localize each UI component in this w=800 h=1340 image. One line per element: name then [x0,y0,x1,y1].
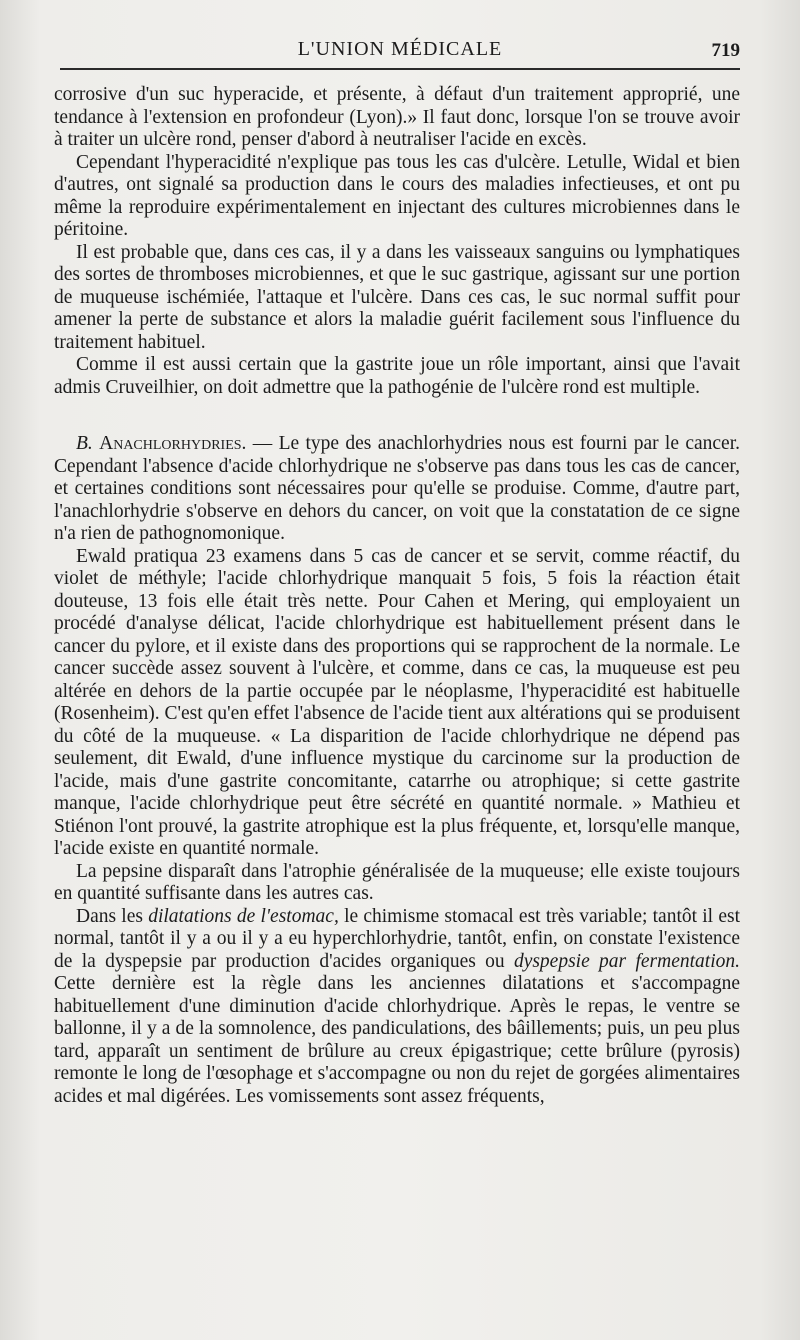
paragraph-dilatations [54,906,740,1109]
running-header [60,36,740,66]
term-dyspepsie: dyspepsie par fermentation. [513,950,740,972]
paragraph-3: Il est probable que, dans ces cas, il y a dans les vaisseaux sanguins ou lymphatiques des sortes de thromboses microbiennes, et que le suc gastrique, agissant sur une portion de muqueuse ischémiée, l'attaque et l'ulcère. Dans ces cas, le suc normal suffit pour amener la perte de substance et alors la maladie guérit facilement sous l'influence du traitement habituel. [54,241,740,353]
paragraph-2: Cependant l'hyperacidité n'explique pas tous les cas d'ulcère. Letulle, Widal et bien d'autres, ont signalé sa production dans le cours des maladies infectieuses, et ont pu même la reproduire expérimentalement en injectant des cultures microbiennes dans le péritoine. [54,151,740,240]
section-b-paragraph [54,433,740,546]
section-b-text: — Le type des anachlorhydries nous est fourni par le cancer. Cependant l'absence d'acide chlorhydrique ne s'observe pas dans tous les cas de cancer, et certaines conditions sont nécessaires pour qu'elle se produise. Comme, d'autre part, l'anachlorhydrie s'observe en dehors du cancer, on voit que la constatation de ce signe n'a rien de pathognomonique. [54,433,740,544]
header-rule [60,68,740,70]
paragraph-1: corrosive d'un suc hyperacide, et présente, à défaut d'un traitement approprié, une tendance à l'extension en profondeur (Lyon).» Il faut donc, lorsque l'on se trouve avoir à traiter un ulcère rond, penser d'abord à neutraliser l'acide en excès. [54,84,740,150]
journal-title: L'UNION MÉDICALE [297,38,503,60]
section-label: B. [76,433,93,454]
paragraph-ewald: Ewald pratiqua 23 examens dans 5 cas de cancer et se servit, comme réactif, du violet de méthyle; l'acide chlorhydrique manquait 5 fois, 5 fois la réaction était douteuse, 13 fois elle était très nette. Pour Cahen et Mering, qui employaient un procédé d'analyse délicat, l'acide chlorhydrique est habituellement présent dans le cancer du pylore, et il existe dans des proportions qui se rapprochent de la normale. Le cancer succède assez souvent à l'ulcère, et comme, dans ce cas, la muqueuse est peu altérée en dehors de la partie occupée par le néoplasme, l'hyperacidité est habituelle (Rosenheim). C'est qu'en effet l'absence de l'acide tient aux altérations qui se produisent du côté de la muqueuse. « La disparition de l'acide chlorhydrique ne dépend pas seulement, dit Ewald, d'une influence mystique du carcinome sur la production de l'acide, mais d'une gastrite concomitante, catarrhe ou atrophique; si cette gastrite manque, l'acide chlorhydrique peut être sécrété en quantité normale. » Mathieu et Stiénon l'ont prouvé, la gastrite atrophique est la plus fréquente, et, lorsqu'elle manque, l'acide existe en quantité normale. [54,545,740,859]
last-part-3: Cette dernière est la règle dans les anciennes dilatations et s'accompagne habituellement d'une diminution d'acide chlorhydrique. Après le repas, le ventre se ballonne, il y a de la somnolence, des pandiculations, des bâillements; puis, un peu plus tard, apparaît un sentiment de brûlure au creux épigastrique; cette brûlure (pyrosis) remonte le long de l'œsophage et s'accompagne ou non du rejet de gorgées alimentaires acides et mal digérées. Les vomissements sont assez fréquents, [54,973,740,1107]
last-part-2: le chimisme stomacal est très variable; tantôt il est normal, tantôt il y a ou il y a eu hyperchlorhydrie, tantôt, enfin, on constate l'existence de la dyspepsie par production d'acides organiques ou [54,905,740,972]
section-heading: Anachlorhydries. [99,433,247,454]
last-part-1: Dans les [76,905,149,927]
term-dilatations: dilatations de l'estomac, [148,905,339,927]
page-number: 719 [711,40,740,61]
paragraph-pepsine: La pepsine disparaît dans l'atrophie généralisée de la muqueuse; elle existe toujours en quantité suffisante dans les autres cas. [54,860,740,904]
paragraph-4: Comme il est aussi certain que la gastrite joue un rôle important, ainsi que l'avait admis Cruveilhier, on doit admettre que la pathogénie de l'ulcère rond est multiple. [54,354,740,398]
article-body [54,84,740,1108]
section-gap [54,399,740,433]
